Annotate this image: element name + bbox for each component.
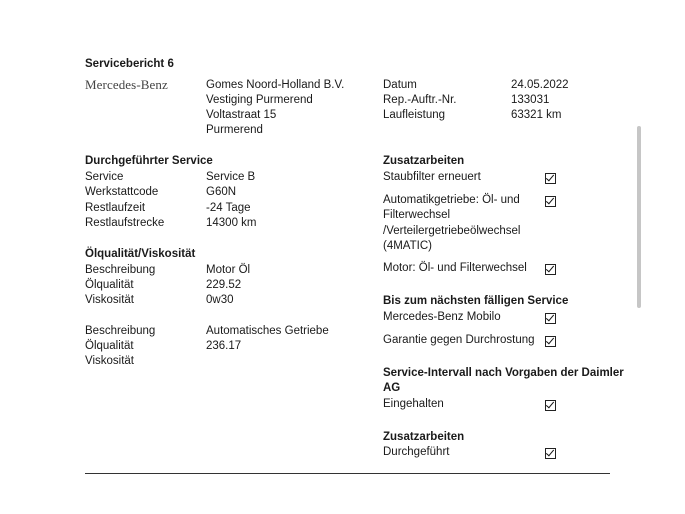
rust-warranty-checkbox[interactable]: [545, 336, 556, 347]
performed-checkbox[interactable]: [545, 448, 556, 459]
extra-work2-heading: Zusatzarbeiten: [383, 431, 465, 443]
dealer-branch: Vestiging Purmerend: [206, 94, 313, 106]
oil2-viscosity-label: Viskosität: [85, 355, 135, 367]
oil1-viscosity-label: Viskosität: [85, 294, 135, 306]
workshop-code-label: Werkstattcode: [85, 186, 159, 198]
rust-warranty-label: Garantie gegen Durchrostung: [383, 334, 535, 346]
oil2-quality-label: Ölqualität: [85, 340, 134, 352]
oil1-quality-label: Ölqualität: [85, 279, 134, 291]
oil1-viscosity-value: 0w30: [206, 294, 234, 306]
remaining-time-label: Restlaufzeit: [85, 202, 146, 214]
oil-heading: Ölqualität/Viskosität: [85, 248, 196, 260]
remaining-distance-value: 14300 km: [206, 217, 257, 229]
order-value: 133031: [511, 94, 550, 106]
workshop-code-value: G60N: [206, 186, 237, 198]
gearbox-label-line3: /Verteilergetriebeölwechsel: [383, 225, 521, 237]
interval-kept-checkbox[interactable]: [545, 400, 556, 411]
oil1-description-value: Motor Öl: [206, 264, 251, 276]
oil1-description-label: Beschreibung: [85, 264, 156, 276]
service-heading: Durchgeführter Service: [85, 155, 213, 167]
oil1-quality-value: 229.52: [206, 279, 242, 291]
engine-oil-checkbox[interactable]: [545, 264, 556, 275]
performed-label: Durchgeführt: [383, 446, 450, 458]
service-label: Service: [85, 171, 124, 183]
dust-filter-checkbox[interactable]: [545, 173, 556, 184]
date-value: 24.05.2022: [511, 79, 569, 91]
oil2-description-label: Beschreibung: [85, 325, 156, 337]
mileage-value: 63321 km: [511, 109, 562, 121]
brand-logo: Mercedes-Benz: [85, 77, 168, 92]
gearbox-label-line2: Filterwechsel: [383, 209, 451, 221]
oil2-quality-value: 236.17: [206, 340, 242, 352]
remaining-time-value: -24 Tage: [206, 202, 251, 214]
mobilo-label: Mercedes-Benz Mobilo: [383, 311, 501, 323]
gearbox-label-line4: (4MATIC): [383, 240, 432, 252]
service-value: Service B: [206, 171, 256, 183]
interval-kept-label: Eingehalten: [383, 398, 444, 410]
interval-heading-line1: Service-Intervall nach Vorgaben der Daimler: [383, 367, 624, 379]
dealer-street: Voltastraat 15: [206, 109, 277, 121]
dealer-name: Gomes Noord-Holland B.V.: [206, 79, 345, 91]
order-label: Rep.-Auftr.-Nr.: [383, 94, 457, 106]
mileage-label: Laufleistung: [383, 109, 446, 121]
report-title: Servicebericht 6: [85, 58, 174, 70]
mobilo-checkbox[interactable]: [545, 313, 556, 324]
gearbox-checkbox[interactable]: [545, 196, 556, 207]
gearbox-label-line1: Automatikgetriebe: Öl- und: [383, 194, 520, 206]
oil2-description-value: Automatisches Getriebe: [206, 325, 329, 337]
extra-work-heading: Zusatzarbeiten: [383, 155, 465, 167]
next-service-heading: Bis zum nächsten fälligen Service: [383, 295, 569, 307]
dust-filter-label: Staubfilter erneuert: [383, 171, 481, 183]
interval-heading-line2: AG: [383, 382, 401, 394]
dealer-city: Purmerend: [206, 124, 263, 136]
date-label: Datum: [383, 79, 417, 91]
bottom-divider: [85, 473, 610, 474]
engine-oil-label: Motor: Öl- und Filterwechsel: [383, 262, 527, 274]
vertical-scrollbar[interactable]: [637, 126, 642, 308]
remaining-distance-label: Restlaufstrecke: [85, 217, 165, 229]
scrollbar-thumb[interactable]: [637, 126, 641, 308]
